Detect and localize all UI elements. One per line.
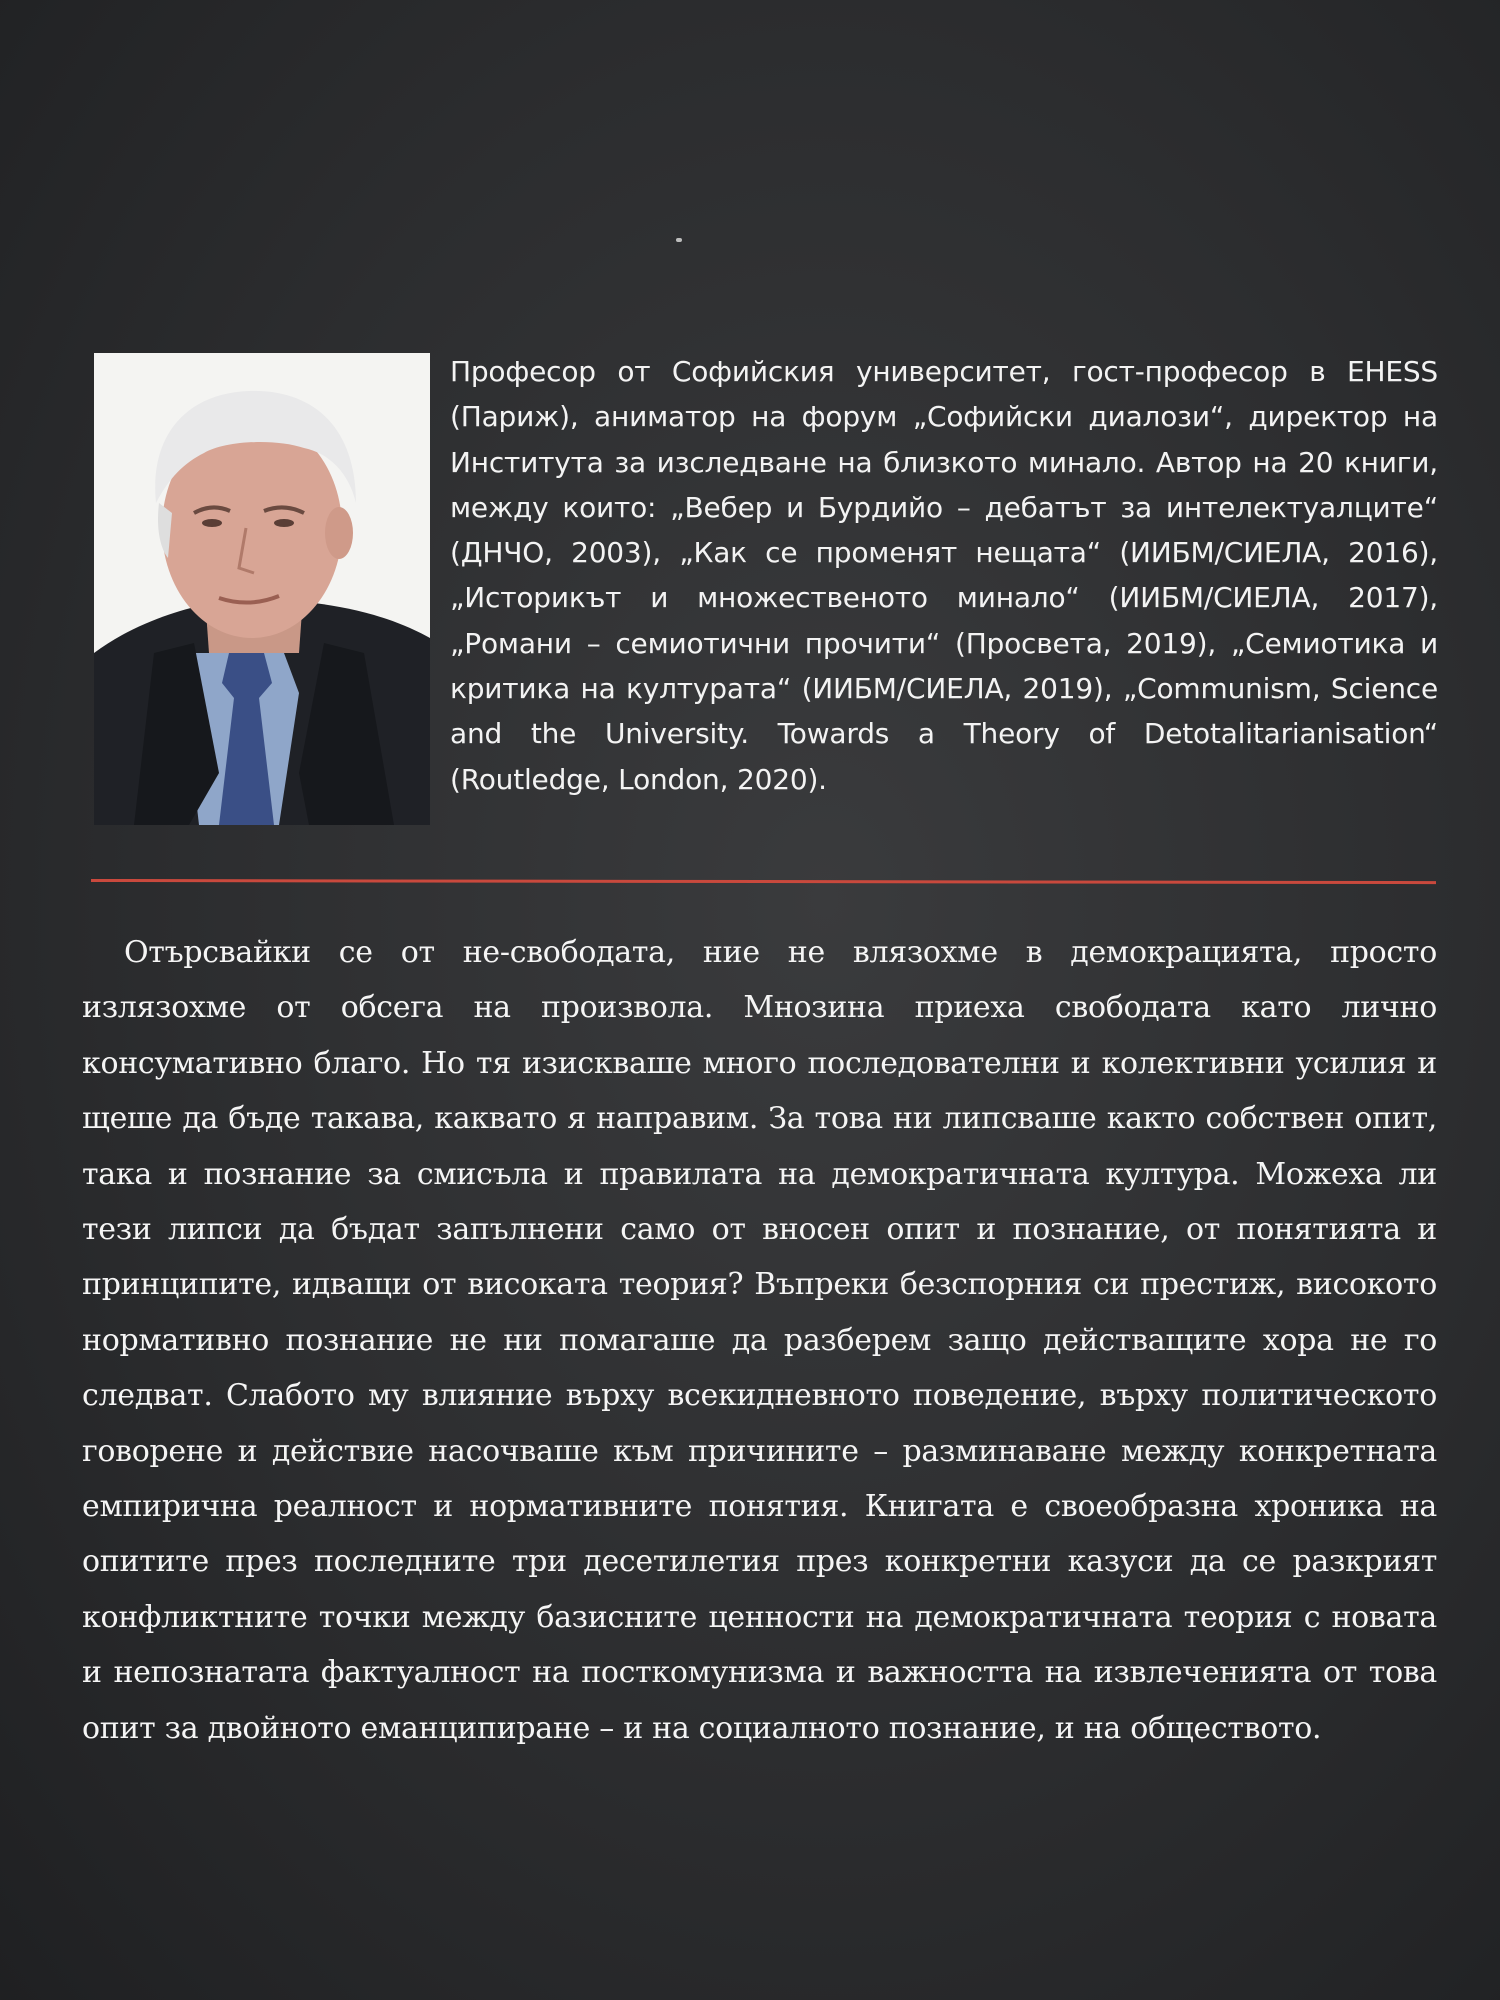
author-bio: Професор от Софийския университет, гост-професор в EHESS (Париж), аниматор на форум „Софийски диалози“, директор на Института за изследване на близкото минало. Автор на 20 книги, между които: „Вебер и Бурдийо – дебатът за интелектуалците“ (ДНЧО, 2003), „Как се променят нещата“ (ИИБМ/СИЕЛА, 2016), „Историкът и множественото минало“ (ИИБМ/СИЕЛА, 2017), „Романи – семиотични прочити“ (Просвета, 2019), „Семиотика и критика на културата“ (ИИБМ/СИЕЛА, 2019), „Communism, Science and the University. Towards a Theory of Detotalitarianisation“ (Routledge, London, 2020). bbox=[450, 355, 1438, 796]
book-blurb: Отърсвайки се от не-свободата, ние не влязохме в демокрацията, просто излязохме от обсега на произвола. Мнозина приеха свободата като лично консумативно благо. Но тя изискваше много последователни и колективни усилия и щеше да бъде такава, каквато я направим. За това ни липсваше както собствен опит, така и познание за смисъла и правилата на демократичната култура. Можеха ли тези липси да бъдат запълнени само от вносен опит и познание, от понятията и принципите, идващи от високата теория? Въпреки безспорния си престиж, високото нормативно познание не ни помагаше да разберем защо действащите хора не го следват. Слабото му влияние върху всекидневното поведение, върху политическото говорене и действие насочваше към причините – разминаване между конкретната емпирична реалност и нормативните понятия. Книгата е своеобразна хроника на опитите през последните три десетилетия през конкретни казуси да се разкрият конфликтните точки между базисните ценности на демократичната теория с новата и непознатата фактуалност на посткомунизма и важността на извлеченията от това опит за двойното еманципиране – и на социалното познание, и на обществото. bbox=[82, 935, 1437, 1746]
surface-speck bbox=[676, 238, 682, 242]
author-photo bbox=[94, 353, 430, 825]
section-divider bbox=[91, 879, 1436, 884]
author-portrait-icon bbox=[94, 353, 430, 825]
